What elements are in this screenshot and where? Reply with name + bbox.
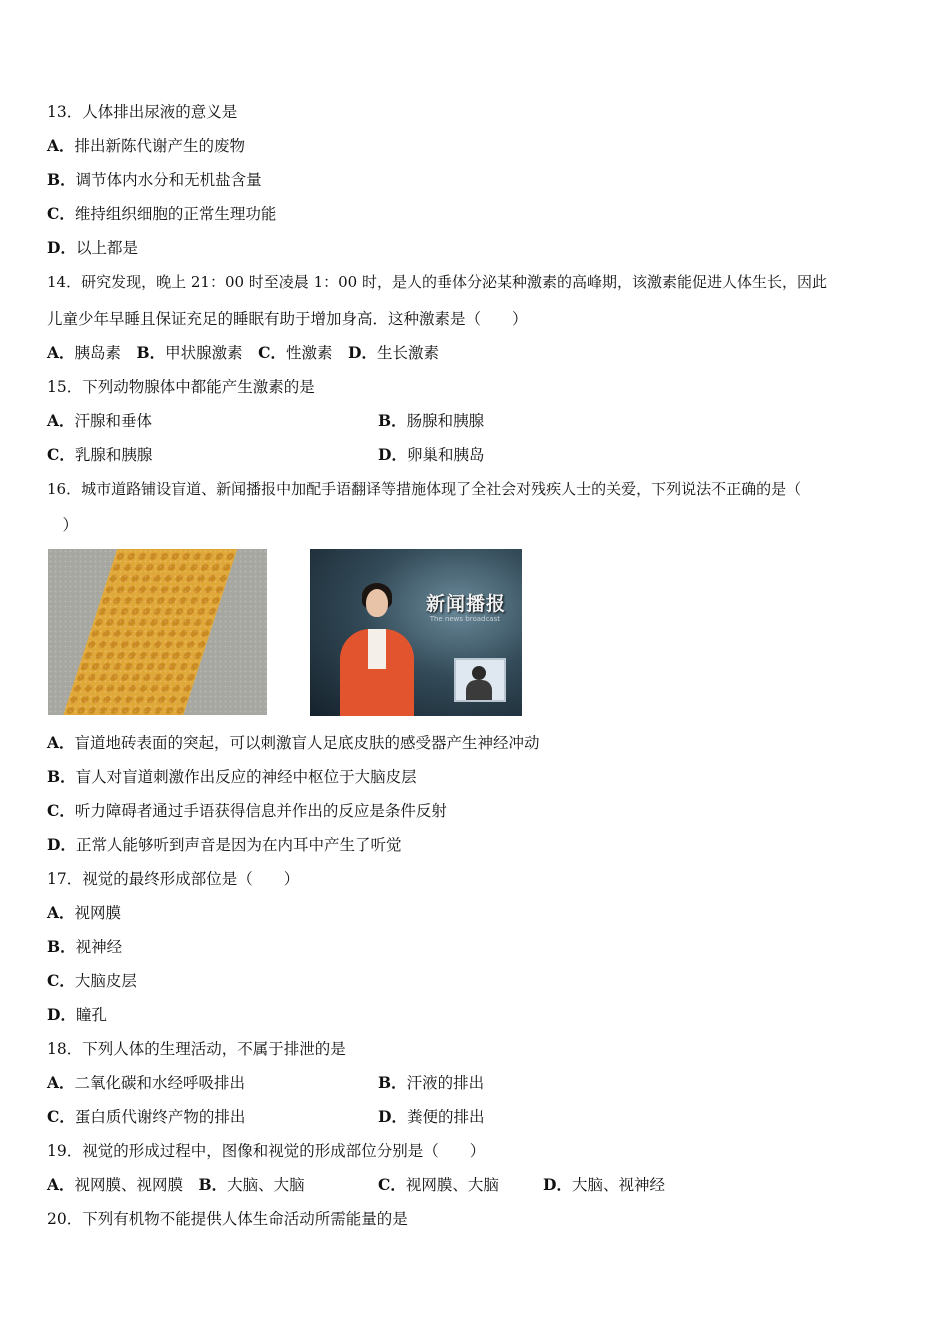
question-16-stem-line2: ） [47, 516, 79, 534]
option-label: B． [378, 1073, 407, 1092]
option-text: 乳腺和胰腺 [74, 446, 153, 464]
option-text: 二氧化碳和水经呼吸排出 [74, 1074, 246, 1092]
option-text: 肠腺和胰腺 [406, 412, 485, 430]
question-14-stem-line2: 儿童少年早睡且保证充足的睡眠有助于增加身高．这种激素是（ ） [47, 310, 528, 328]
q18-option-d [378, 1107, 484, 1127]
option-label: D． [378, 445, 407, 464]
option-label: B． [198, 1175, 228, 1194]
option-label: C． [47, 204, 75, 223]
option-label: B． [47, 170, 76, 189]
q19-option-d [543, 1175, 665, 1195]
option-label: D． [348, 343, 377, 362]
question-20-stem: 20．下列有机物不能提供人体生命活动所需能量的是 [47, 1210, 408, 1228]
pavement-texture [48, 549, 267, 715]
anchor-head [366, 589, 388, 617]
option-label: D． [47, 1005, 76, 1024]
option-label: B． [47, 937, 76, 956]
option-label: A． [47, 1073, 75, 1092]
option-text: 大脑、大脑 [227, 1176, 305, 1194]
option-text: 大脑皮层 [74, 972, 137, 990]
q18-option-c [47, 1107, 245, 1127]
question-19-stem: 19．视觉的形成过程中，图像和视觉的形成部位分别是（ ） [47, 1142, 486, 1160]
q15-option-c [47, 445, 152, 465]
sign-language-inset [454, 658, 506, 702]
option-text: 视网膜 [74, 904, 122, 922]
option-label: D． [378, 1107, 407, 1126]
option-label: C． [47, 971, 75, 990]
option-label: B． [136, 343, 166, 362]
q16-option-b [47, 767, 417, 787]
option-text: 甲状腺激素 [165, 344, 259, 362]
option-text: 瞳孔 [75, 1006, 107, 1024]
question-13-stem: 13．人体排出尿液的意义是 [47, 103, 238, 121]
q13-option-d [47, 238, 138, 258]
q17-option-a [47, 903, 121, 923]
q17-option-c [47, 971, 137, 991]
option-label: B． [47, 767, 76, 786]
option-text: 调节体内水分和无机盐含量 [75, 171, 262, 189]
news-broadcast-photo [310, 549, 522, 716]
option-label: A． [47, 1175, 75, 1194]
interpreter-body [466, 680, 492, 700]
news-subtitle: The news broadcast [429, 615, 500, 623]
option-text: 粪便的排出 [406, 1108, 485, 1126]
option-text: 汗液的排出 [406, 1074, 485, 1092]
option-label: D． [47, 835, 76, 854]
option-text: 胰岛素 [74, 344, 137, 362]
q15-option-d [378, 445, 484, 465]
q17-option-d [47, 1005, 107, 1025]
option-text: 正常人能够听到声音是因为在内耳中产生了听觉 [75, 836, 402, 854]
option-text: 性激素 [286, 344, 349, 362]
q16-option-c [47, 801, 447, 821]
option-label: D． [543, 1175, 572, 1194]
q13-option-b [47, 170, 262, 190]
option-label: A． [47, 343, 75, 362]
option-text: 听力障碍者通过手语获得信息并作出的反应是条件反射 [74, 802, 447, 820]
option-label: A． [47, 411, 75, 430]
question-14-stem-line1: 14．研究发现，晚上 21：00 时至凌晨 1：00 时，是人的垂体分泌某种激素的高峰期，该激素能促进人体生长，因此 [47, 273, 827, 291]
option-text: 生长激素 [376, 344, 439, 362]
q19-option-a-b [47, 1175, 305, 1195]
option-text: 盲道地砖表面的突起，可以刺激盲人足底皮肤的感受器产生神经冲动 [74, 734, 540, 752]
option-text: 蛋白质代谢终产物的排出 [74, 1108, 246, 1126]
option-label: A． [47, 903, 75, 922]
option-text: 维持组织细胞的正常生理功能 [74, 205, 277, 223]
question-16-stem-line1: 16．城市道路铺设盲道、新闻播报中加配手语翻译等措施体现了全社会对残疾人士的关爱，下列说法不正确的是（ [47, 480, 802, 498]
news-title: 新闻播报 [425, 593, 506, 615]
question-17-stem: 17．视觉的最终形成部位是（ ） [47, 870, 300, 888]
q16-option-d [47, 835, 401, 855]
option-text: 视神经 [75, 938, 123, 956]
option-text: 以上都是 [75, 239, 138, 257]
option-text: 卵巢和胰岛 [406, 446, 485, 464]
option-label: C． [47, 801, 75, 820]
q17-option-b [47, 937, 122, 957]
anchor-shirt [368, 629, 386, 669]
interpreter-head [472, 666, 486, 680]
option-label: A． [47, 136, 75, 155]
option-text: 盲人对盲道刺激作出反应的神经中枢位于大脑皮层 [75, 768, 417, 786]
option-label: C． [47, 445, 75, 464]
q16-option-a [47, 733, 540, 753]
question-15-stem: 15．下列动物腺体中都能产生激素的是 [47, 378, 315, 396]
option-label: C． [47, 1107, 75, 1126]
option-text: 大脑、视神经 [571, 1176, 665, 1194]
q13-option-c [47, 204, 276, 224]
q14-options [47, 343, 439, 363]
option-label: A． [47, 733, 75, 752]
option-label: C． [258, 343, 287, 362]
option-label: D． [47, 238, 76, 257]
option-text: 视网膜、视网膜 [74, 1176, 199, 1194]
question-18-stem: 18．下列人体的生理活动，不属于排泄的是 [47, 1040, 346, 1058]
option-text: 视网膜、大脑 [405, 1176, 499, 1194]
q19-option-c [378, 1175, 499, 1195]
option-label: B． [378, 411, 407, 430]
q18-option-a [47, 1073, 245, 1093]
q15-option-b [378, 411, 484, 431]
q18-option-b [378, 1073, 484, 1093]
tactile-paving-photo [48, 549, 267, 715]
q13-option-a [47, 136, 245, 156]
option-text: 汗腺和垂体 [74, 412, 153, 430]
option-text: 排出新陈代谢产生的废物 [74, 137, 246, 155]
q15-option-a [47, 411, 152, 431]
option-label: C． [378, 1175, 406, 1194]
